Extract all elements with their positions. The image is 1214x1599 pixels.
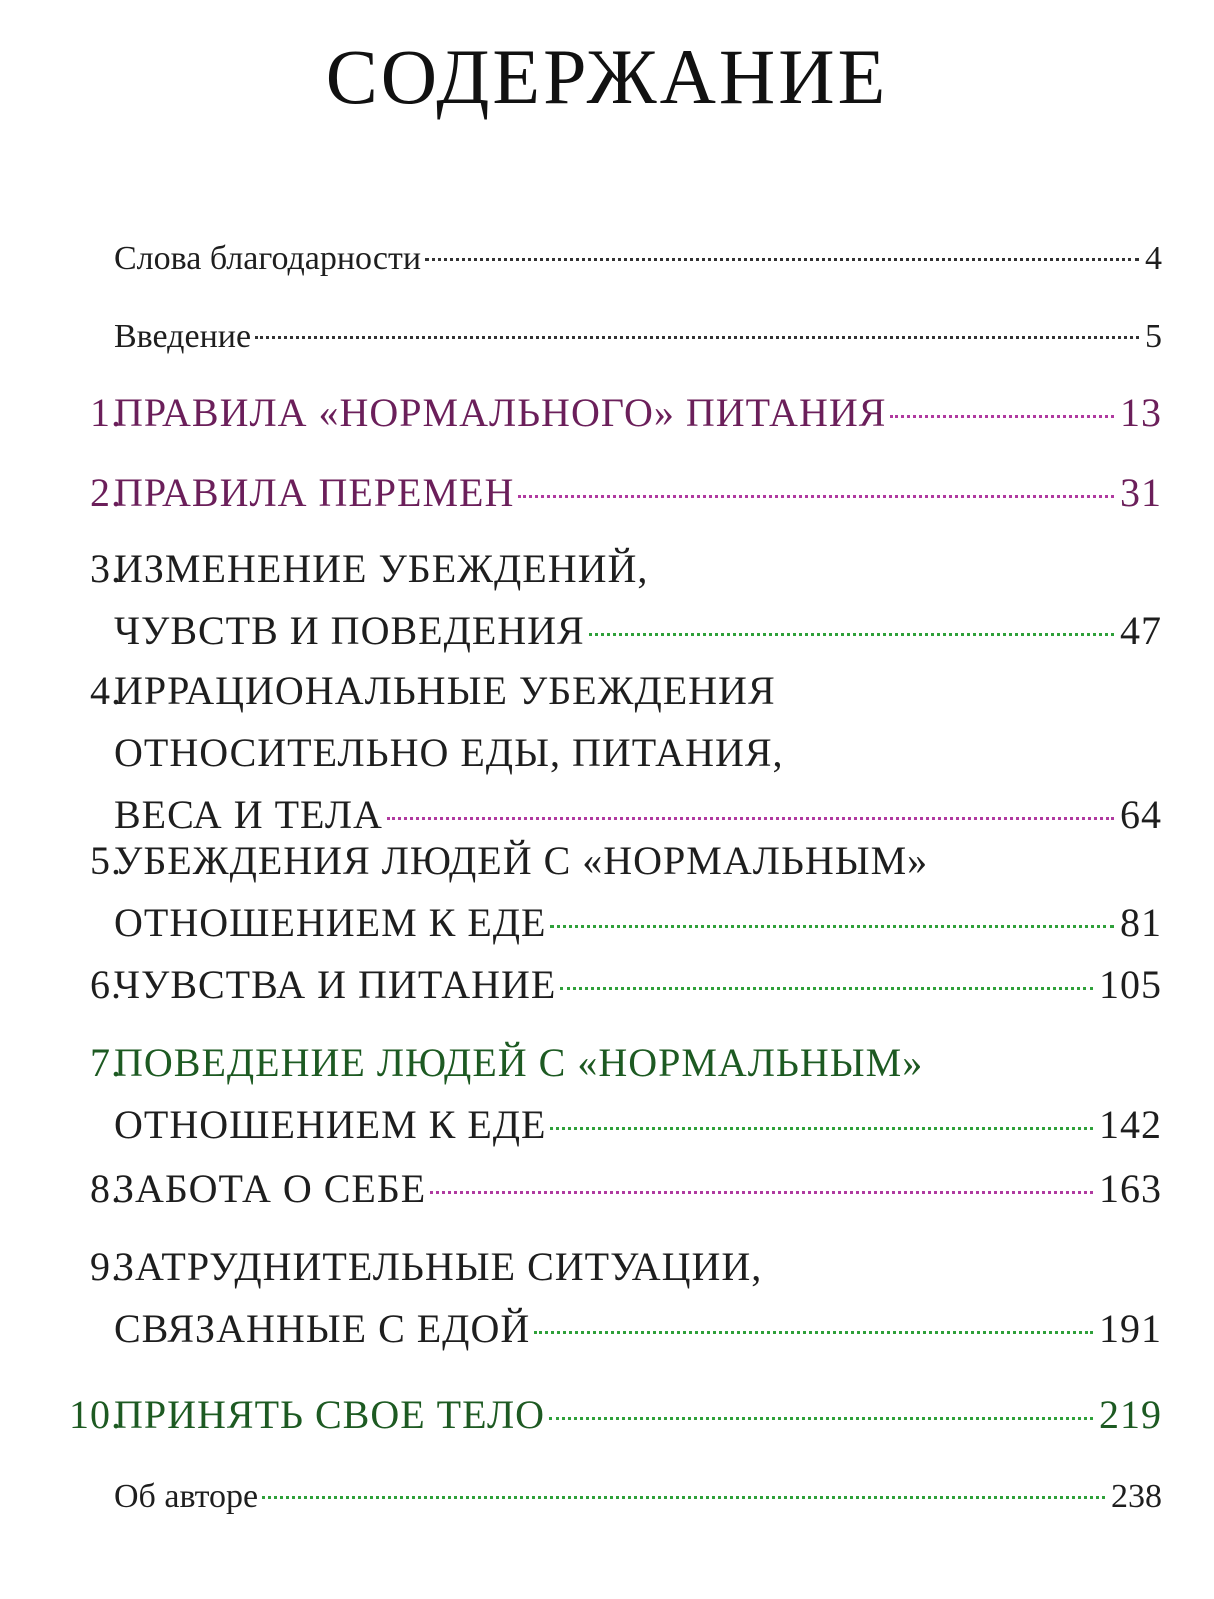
toc-entry-title-line: ЗАТРУДНИТЕЛЬНЫЕ СИТУАЦИИ, — [114, 1244, 763, 1289]
toc-entry-title: ЧУВСТВА И ПИТАНИЕ — [114, 962, 557, 1007]
toc-entry-title: ПРАВИЛА «НОРМАЛЬНОГО» ПИТАНИЯ — [114, 390, 887, 435]
toc-entry-number: 10. — [69, 1392, 122, 1437]
toc-entry-title: ЧУВСТВ И ПОВЕДЕНИЯ — [114, 608, 585, 653]
toc-entry-number: 1. — [90, 390, 122, 435]
toc-entry-page: 191 — [1099, 1306, 1162, 1351]
toc-entry-page: 31 — [1120, 470, 1162, 515]
toc-entry-title-line: ОТНОСИТЕЛЬНО ЕДЫ, ПИТАНИЯ, — [114, 730, 784, 775]
toc-entry-chapter-9 — [0, 1236, 1214, 1360]
dot-leader — [518, 495, 1114, 498]
toc-entry-chapter-3 — [0, 538, 1214, 662]
toc-entry-chapter-5 — [0, 830, 1214, 954]
toc-entry-title-line: ИЗМЕНЕНИЕ УБЕЖДЕНИЙ, — [114, 546, 649, 591]
toc-entry-title: Введение — [114, 318, 252, 355]
dot-leader — [255, 336, 1139, 339]
toc-entry-page: 163 — [1099, 1166, 1162, 1211]
toc-entry-title-line: ПОВЕДЕНИЕ ЛЮДЕЙ С «НОРМАЛЬНЫМ» — [114, 1040, 924, 1085]
toc-entry-page: 81 — [1120, 900, 1162, 945]
toc-entry-number: 9. — [90, 1244, 122, 1289]
toc-entry-chapter-6 — [0, 954, 1214, 1016]
toc-entry-introduction — [0, 306, 1214, 368]
toc-entry-number: 5. — [90, 838, 122, 883]
dot-leader — [589, 633, 1114, 636]
toc-entry-title: ЗАБОТА О СЕБЕ — [114, 1166, 427, 1211]
dot-leader — [425, 258, 1139, 261]
dot-leader — [560, 987, 1093, 990]
toc-entry-page: 4 — [1145, 240, 1162, 277]
toc-entry-title: Об авторе — [114, 1478, 259, 1515]
dot-leader — [387, 817, 1114, 820]
dot-leader — [550, 1127, 1093, 1130]
toc-entry-number: 6. — [90, 962, 122, 1007]
dot-leader — [550, 925, 1114, 928]
toc-entry-number: 7. — [90, 1040, 122, 1085]
toc-entry-number: 3. — [90, 546, 122, 591]
toc-entry-title: ОТНОШЕНИЕМ К ЕДЕ — [114, 900, 547, 945]
toc-entry-chapter-1 — [0, 382, 1214, 444]
toc-entry-title: ОТНОШЕНИЕМ К ЕДЕ — [114, 1102, 547, 1147]
dot-leader — [534, 1331, 1093, 1334]
toc-entry-chapter-7 — [0, 1032, 1214, 1156]
toc-entry-chapter-4 — [0, 660, 1214, 846]
toc-entry-page: 5 — [1145, 318, 1162, 355]
toc-entry-page: 219 — [1099, 1392, 1162, 1437]
toc-entry-page: 105 — [1099, 962, 1162, 1007]
toc-entry-acknowledgements — [0, 228, 1214, 290]
dot-leader — [890, 415, 1114, 418]
dot-leader — [430, 1191, 1093, 1194]
toc-entry-chapter-8 — [0, 1158, 1214, 1220]
toc-entry-page: 47 — [1120, 608, 1162, 653]
dot-leader — [262, 1496, 1105, 1499]
toc-entry-number: 2. — [90, 470, 122, 515]
toc-entry-title: ПРАВИЛА ПЕРЕМЕН — [114, 470, 515, 515]
toc-entry-about-author — [0, 1466, 1214, 1528]
toc-entry-number: 4. — [90, 668, 122, 713]
toc-entry-chapter-2 — [0, 462, 1214, 524]
page-title: СОДЕРЖАНИЕ — [325, 33, 889, 120]
toc-entry-chapter-10 — [0, 1384, 1214, 1446]
toc-entry-title: ПРИНЯТЬ СВОЕ ТЕЛО — [114, 1392, 546, 1437]
toc-entry-title: Слова благодарности — [114, 240, 422, 277]
toc-entry-title-line: ИРРАЦИОНАЛЬНЫЕ УБЕЖДЕНИЯ — [114, 668, 776, 713]
dot-leader — [549, 1417, 1093, 1420]
toc-entry-page: 13 — [1120, 390, 1162, 435]
toc-entry-title: ВЕСА И ТЕЛА — [114, 792, 383, 837]
toc-entry-title: СВЯЗАННЫЕ С ЕДОЙ — [114, 1306, 531, 1351]
toc-entry-number: 8. — [90, 1166, 122, 1211]
toc-entry-page: 142 — [1099, 1102, 1162, 1147]
toc-entry-title-line: УБЕЖДЕНИЯ ЛЮДЕЙ С «НОРМАЛЬНЫМ» — [114, 838, 929, 883]
toc-entry-page: 64 — [1120, 792, 1162, 837]
toc-entry-page: 238 — [1111, 1478, 1162, 1515]
